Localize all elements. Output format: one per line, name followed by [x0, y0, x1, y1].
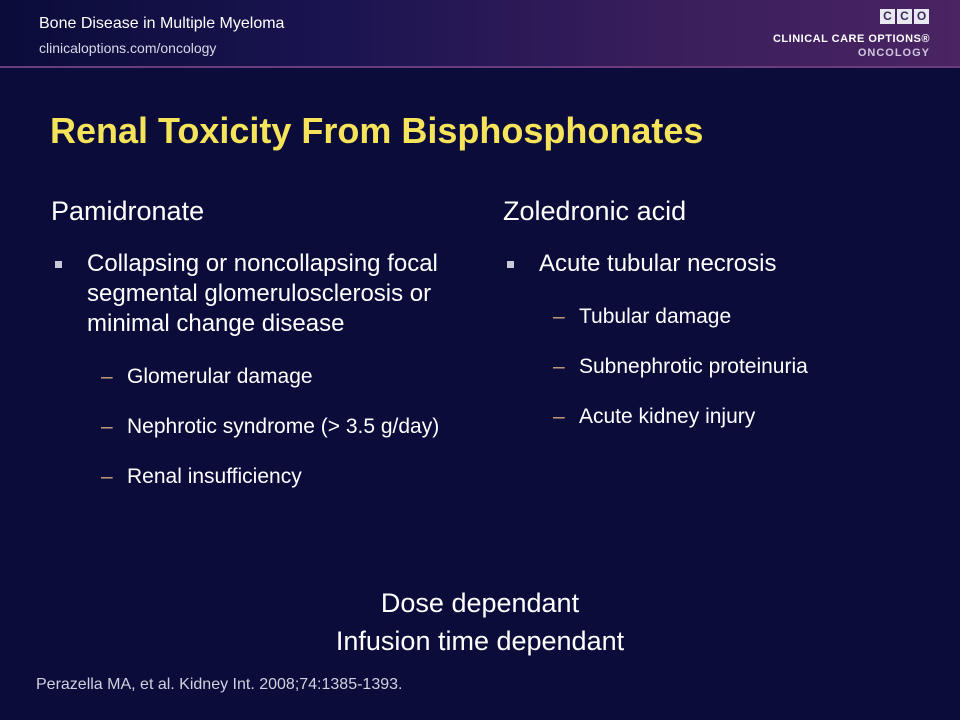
logo-subtext: ONCOLOGY: [857, 47, 930, 59]
sub-item-text: Renal insufficiency: [127, 465, 302, 488]
dash-icon: –: [101, 465, 113, 488]
sub-item: [51, 413, 471, 441]
citation: Perazella MA, et al. Kidney Int. 2008;74:1385-1393.: [36, 676, 403, 693]
logo-letter-2: C: [897, 9, 912, 24]
pamidronate-column: [51, 196, 471, 513]
dose-dependant-note: Dose dependant: [380, 588, 580, 618]
logo-text: CLINICAL CARE OPTIONS®: [772, 33, 930, 45]
dash-icon: –: [553, 355, 565, 378]
slide-title: Renal Toxicity From Bisphosphonates: [50, 110, 704, 151]
dash-icon: –: [101, 415, 113, 438]
sub-item: [51, 463, 471, 491]
square-bullet-icon: [55, 261, 62, 268]
bullet-text: Collapsing or noncollapsing focal segmental glomerulosclerosis or minimal change disease: [87, 250, 438, 337]
column-heading-pamidronate: Pamidronate: [51, 196, 205, 226]
sub-item-text: Nephrotic syndrome (> 3.5 g/day): [127, 415, 440, 438]
dash-icon: –: [553, 305, 565, 328]
header-divider: [0, 66, 960, 68]
square-bullet-icon: [507, 261, 514, 268]
bullet-item: [503, 249, 923, 279]
deck-title: Bone Disease in Multiple Myeloma: [39, 15, 285, 32]
sub-item-text: Tubular damage: [579, 305, 732, 328]
logo-letter-1: C: [880, 9, 895, 24]
dash-icon: –: [101, 365, 113, 388]
sub-item: [503, 353, 923, 381]
logo-letter-3: O: [914, 9, 929, 24]
bullet-item: [51, 249, 471, 339]
deck-url: clinicaloptions.com/oncology: [39, 40, 217, 56]
bullet-text: Acute tubular necrosis: [539, 250, 777, 277]
sub-item: [503, 403, 923, 431]
dash-icon: –: [553, 405, 565, 428]
sub-item-text: Subnephrotic proteinuria: [579, 355, 808, 378]
sub-item: [51, 363, 471, 391]
column-heading-zoledronic-acid: Zoledronic acid: [503, 196, 687, 226]
sub-item-text: Acute kidney injury: [579, 405, 756, 428]
sub-item: [503, 303, 923, 331]
infusion-time-note: Infusion time dependant: [335, 626, 625, 656]
zoledronic-acid-column: [503, 196, 923, 453]
cco-logo-icon: [880, 9, 929, 24]
sub-item-text: Glomerular damage: [127, 365, 313, 388]
header-bar: [0, 0, 960, 66]
